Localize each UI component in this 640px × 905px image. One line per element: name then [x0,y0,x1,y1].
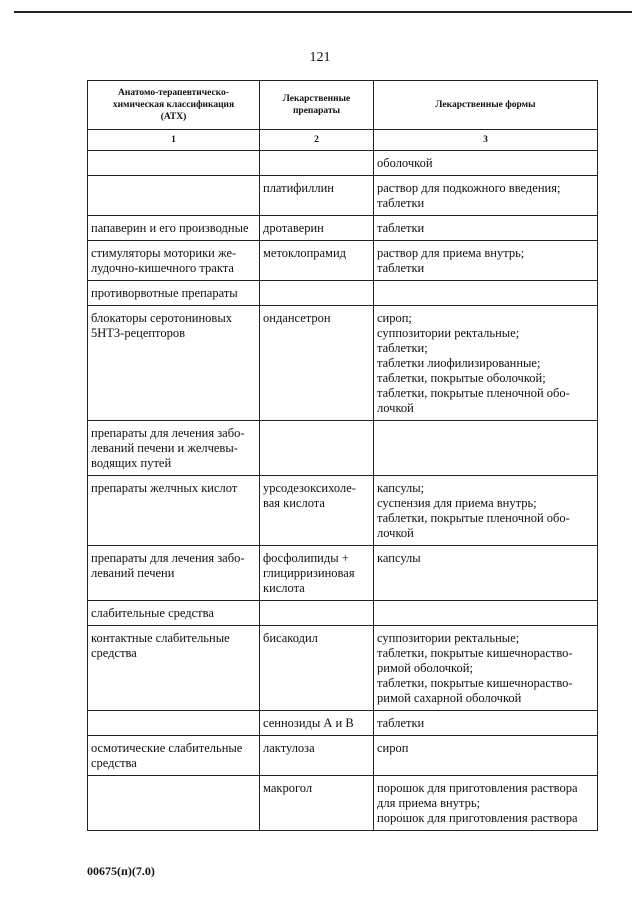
dosage-forms-cell [374,546,598,601]
drug-cell [260,216,374,241]
table-row [88,151,598,176]
dosage-forms-cell [374,476,598,546]
cell-line: препараты для лечения забо- [91,426,245,440]
cell-line: римой сахарной оболочкой [377,691,522,705]
atc-cell [88,241,260,281]
cell-line: слабительные средства [91,606,214,620]
dosage-forms-cell [374,306,598,421]
cell-line: глицирризиновая [263,566,355,580]
cell-line: (АТХ) [160,112,187,122]
cell-line: капсулы; [377,481,425,495]
cell-line: осмотические слабительные [91,741,243,755]
drug-cell [260,601,374,626]
cell-line: сироп [377,741,409,755]
cell-line: препараты желчных кислот [91,481,238,495]
page-number: 121 [309,50,331,65]
table-row [88,776,598,831]
cell-line: водящих путей [91,456,172,470]
cell-line: химическая классификация [112,100,235,110]
cell-line: макрогол [263,781,313,795]
drug-cell [260,476,374,546]
cell-line: средства [91,646,137,660]
atc-cell [88,216,260,241]
atc-cell [88,546,260,601]
cell-line: таблетки [377,261,425,275]
cell-line: препараты для лечения забо- [91,551,245,565]
dosage-forms-cell [374,216,598,241]
cell-line: лочкой [377,526,414,540]
atc-cell [88,476,260,546]
drug-cell [260,281,374,306]
cell-line: 5HT3-рецепторов [91,326,186,340]
cell-line: сироп; [377,311,412,325]
cell-line: раствор для приема внутрь; [377,246,525,260]
atc-cell [88,151,260,176]
table-row [88,711,598,736]
table-row [88,546,598,601]
cell-line: препараты [292,106,341,116]
table-row [88,306,598,421]
atc-cell [88,736,260,776]
cell-line: оболочкой [377,156,433,170]
dosage-forms-cell [374,711,598,736]
table-row [88,176,598,216]
top-rule [14,11,632,13]
cell-line: таблетки, покрытые кишечнораство- [377,676,573,690]
cell-line: таблетки [377,196,425,210]
drug-cell [260,151,374,176]
dosage-forms-cell [374,601,598,626]
cell-line: метоклопрамид [263,246,347,260]
header-forms [374,81,598,130]
header-atc [88,81,260,130]
cell-line: таблетки, покрытые пленочной обо- [377,511,570,525]
dosage-forms-cell [374,626,598,711]
dosage-forms-cell [374,281,598,306]
atc-cell [88,306,260,421]
table-row [88,281,598,306]
cell-line: контактные слабительные [91,631,230,645]
atc-cell [88,601,260,626]
drug-cell [260,176,374,216]
dosage-forms-cell [374,421,598,476]
atc-cell [88,776,260,831]
atc-cell [88,281,260,306]
cell-line: лактулоза [263,741,315,755]
atc-drug-table [87,80,598,831]
atc-cell [88,176,260,216]
cell-line: таблетки [377,221,425,235]
dosage-forms-cell [374,776,598,831]
header-drugs [260,81,374,130]
column-number: 3 [374,130,598,151]
cell-line: сеннозиды А и В [263,716,354,730]
table-row [88,216,598,241]
cell-line: леваний печени и желчевы- [91,441,238,455]
table-row [88,421,598,476]
cell-line: таблетки; [377,341,428,355]
drug-cell [260,736,374,776]
drug-cell [260,421,374,476]
cell-line: суппозитории ректальные; [377,631,520,645]
column-number: 1 [88,130,260,151]
atc-cell [88,711,260,736]
drug-cell [260,241,374,281]
cell-line: противорвотные препараты [91,286,238,300]
cell-line: платифиллин [263,181,334,195]
cell-line: порошок для приготовления раствора [377,781,578,795]
dosage-forms-cell [374,241,598,281]
table-body [88,151,598,831]
drug-cell [260,776,374,831]
drug-cell [260,306,374,421]
cell-line: дротаверин [263,221,324,235]
table-row [88,241,598,281]
cell-line: таблетки, покрытые пленочной обо- [377,386,570,400]
cell-line: таблетки, покрытые оболочкой; [377,371,546,385]
cell-line: лочкой [377,401,414,415]
cell-line: леваний печени [91,566,175,580]
cell-line: стимуляторы моторики же- [91,246,237,260]
atc-cell [88,626,260,711]
cell-line: блокаторы серотониновых [91,311,232,325]
cell-line: средства [91,756,137,770]
table-row [88,626,598,711]
atc-cell [88,421,260,476]
cell-line: таблетки [377,716,425,730]
cell-line: Лекарственные формы [435,100,536,110]
drug-cell [260,546,374,601]
cell-line: папаверин и его производные [91,221,249,235]
column-number: 2 [260,130,374,151]
table-row [88,601,598,626]
cell-line: порошок для приготовления раствора [377,811,578,825]
dosage-forms-cell [374,176,598,216]
drug-cell [260,711,374,736]
table-row [88,736,598,776]
cell-line: фосфолипиды + [263,551,349,565]
cell-line: раствор для подкожного введения; [377,181,561,195]
table-row [88,476,598,546]
table-header-row [88,81,598,130]
cell-line: Лекарственные [282,94,351,104]
cell-line: лудочно-кишечного тракта [91,261,234,275]
cell-line: урсодезоксихоле- [263,481,356,495]
cell-line: бисакодил [263,631,318,645]
cell-line: римой оболочкой; [377,661,473,675]
cell-line: таблетки, покрытые кишечнораство- [377,646,573,660]
cell-line: кислота [263,581,305,595]
cell-line: вая кислота [263,496,325,510]
cell-line: суппозитории ректальные; [377,326,520,340]
document-code: 00675(п)(7.0) [87,864,155,878]
dosage-forms-cell [374,151,598,176]
cell-line: суспензия для приема внутрь; [377,496,537,510]
cell-line: для приема внутрь; [377,796,481,810]
drug-cell [260,626,374,711]
dosage-forms-cell [374,736,598,776]
cell-line: таблетки лиофилизированные; [377,356,541,370]
cell-line: капсулы [377,551,421,565]
cell-line: Анатомо-терапевтическо- [118,88,229,98]
cell-line: ондансетрон [263,311,331,325]
column-number-row [88,130,598,151]
